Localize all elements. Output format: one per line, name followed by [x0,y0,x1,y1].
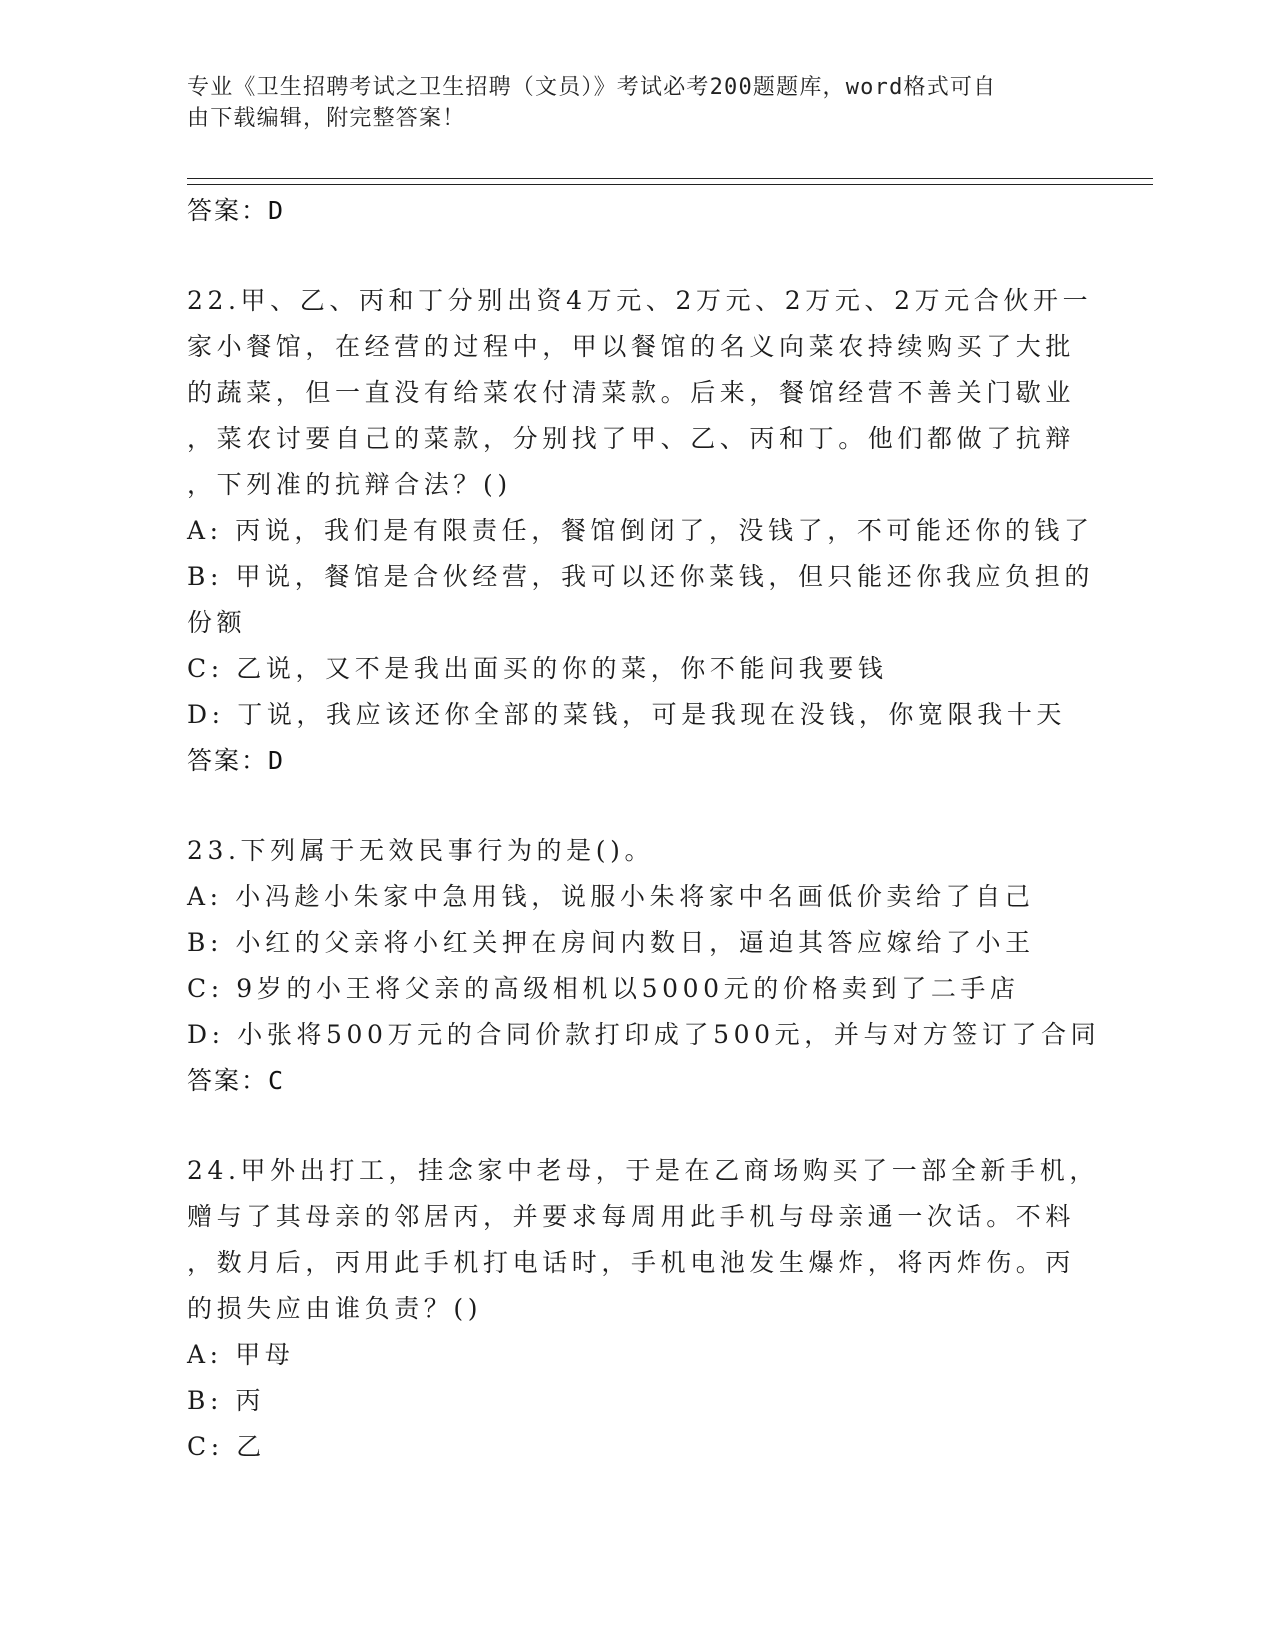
option-d: D: 小张将500万元的合同价款打印成了500元，并与对方签订了合同 [187,1020,1101,1049]
answer-block-21 [187,188,1087,234]
option-c: C: 乙 [187,1432,266,1461]
question-stem-line: 的蔬菜，但一直没有给菜农付清菜款。后来，餐馆经营不善关门歇业 [187,378,1076,407]
question-stem-line: 23.下列属于无效民事行为的是()。 [187,836,655,865]
answer-line: 答案：D [187,746,286,775]
option-b-continued: 份额 [187,608,247,637]
block-gap [187,234,1087,278]
answer-line: 答案：D [187,196,286,225]
question-stem-line: ，下列准的抗辩合法？() [187,470,512,499]
option-a: A: 丙说，我们是有限责任，餐馆倒闭了，没钱了，不可能还你的钱了 [187,516,1094,545]
option-c: C: 乙说，又不是我出面买的你的菜，你不能问我要钱 [187,654,888,683]
option-d: D: 丁说，我应该还你全部的菜钱，可是我现在没钱，你宽限我十天 [187,700,1067,729]
answer-line: 答案：C [187,1066,286,1095]
block-gap [187,784,1087,828]
option-b: B: 丙 [187,1386,266,1415]
header-rule-top [187,178,1153,179]
question-24 [187,1148,1099,1470]
header-line-1: 专业《卫生招聘考试之卫生招聘（文员）》考试必考200题题库，word格式可自 [187,75,997,100]
option-c: C: 9岁的小王将父亲的高级相机以5000元的价格卖到了二手店 [187,974,1020,1003]
question-stem-line: ，菜农讨要自己的菜款，分别找了甲、乙、丙和丁。他们都做了抗辩 [187,424,1076,453]
question-stem-line: 家小餐馆，在经营的过程中，甲以餐馆的名义向菜农持续购买了大批 [187,332,1076,361]
option-a: A: 甲母 [187,1340,295,1369]
question-stem-line: 的损失应由谁负责？() [187,1294,483,1323]
option-b: B: 甲说，餐馆是合伙经营，我可以还你菜钱，但只能还你我应负担的 [187,562,1094,591]
question-stem-line: ，数月后，丙用此手机打电话时，手机电池发生爆炸，将丙炸伤。丙 [187,1248,1076,1277]
option-b: B: 小红的父亲将小红关押在房间内数日，逼迫其答应嫁给了小王 [187,928,1035,957]
question-22 [187,278,1094,784]
document-body [187,188,1101,1470]
option-a: A: 小冯趁小朱家中急用钱，说服小朱将家中名画低价卖给了自己 [187,882,1035,911]
header-line-2: 由下载编辑，附完整答案！ [187,106,466,131]
question-stem-line: 赠与了其母亲的邻居丙，并要求每周用此手机与母亲通一次话。不料 [187,1202,1076,1231]
question-stem-line: 24.甲外出打工，挂念家中老母，于是在乙商场购买了一部全新手机， [187,1156,1099,1185]
question-23 [187,828,1101,1104]
question-stem-line: 22.甲、乙、丙和丁分别出资4万元、2万元、2万元、2万元合伙开一 [187,286,1093,315]
header-rule-bottom [187,184,1153,185]
block-gap [187,1104,1087,1148]
page-header [187,72,1067,134]
